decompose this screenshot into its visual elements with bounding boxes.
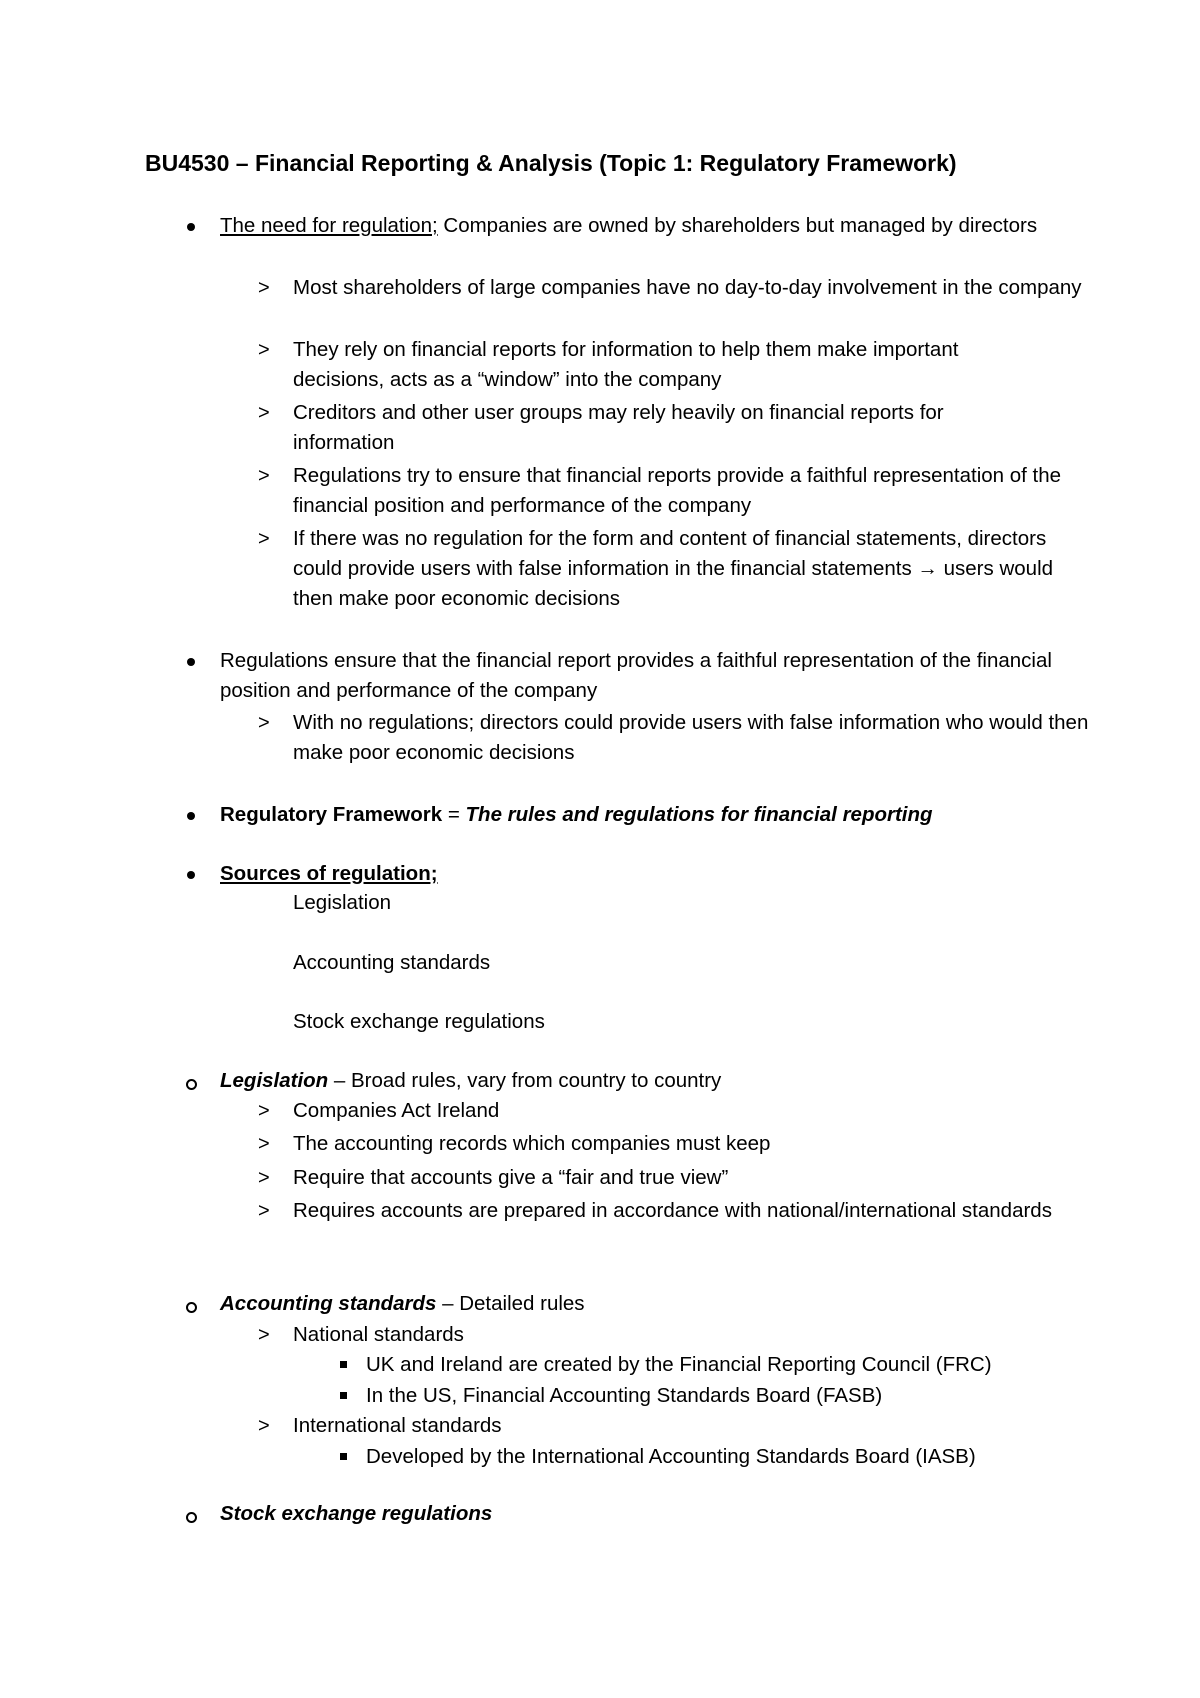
- sub-sub-bullet: Developed by the International Accounting Standards Board (IASB): [366, 1445, 976, 1468]
- source-item: Accounting standards: [293, 951, 491, 974]
- term: Legislation: [220, 1069, 329, 1092]
- circle-bullet-icon: [186, 1302, 197, 1313]
- sub-bullet: The accounting records which companies must keep: [293, 1132, 771, 1155]
- circle-bullet-icon: [186, 1512, 197, 1523]
- gt-marker-icon: >: [258, 528, 270, 550]
- gt-marker-icon: >: [258, 1415, 270, 1437]
- section-legislation: [220, 1066, 721, 1096]
- section-sources-heading: [220, 859, 438, 889]
- sub-bullet-text: If there was no regulation for the form and content of financial statements, directors could provide users with false information in the financial statements: [293, 527, 1047, 580]
- term: Stock exchange regulations: [220, 1502, 493, 1525]
- section-heading: Sources of regulation;: [220, 862, 438, 885]
- square-bullet-icon: [340, 1361, 347, 1368]
- source-item: Legislation: [293, 891, 392, 914]
- sub-bullet: [293, 524, 1083, 614]
- gt-marker-icon: >: [258, 402, 270, 424]
- bullet-dot-icon: [187, 658, 195, 666]
- gt-marker-icon: >: [258, 712, 270, 734]
- square-bullet-icon: [340, 1453, 347, 1460]
- section-accounting-standards: [220, 1289, 585, 1319]
- circle-bullet-icon: [186, 1079, 197, 1090]
- definition: The rules and regulations for financial reporting: [465, 803, 933, 826]
- desc: – Detailed rules: [436, 1292, 585, 1315]
- bullet-dot-icon: [187, 812, 195, 820]
- bullet-dot-icon: [187, 871, 195, 879]
- section-regulatory-framework: [220, 800, 933, 830]
- sub-bullet-text: users would then make poor economic decisions: [293, 557, 1054, 610]
- sub-bullet: Most shareholders of large companies have no day-to-day involvement in the company: [293, 276, 1082, 299]
- right-arrow-icon: →: [917, 557, 938, 580]
- gt-marker-icon: >: [258, 1133, 270, 1155]
- page-title: BU4530 – Financial Reporting & Analysis (Topic 1: Regulatory Framework): [145, 150, 957, 176]
- gt-marker-icon: >: [258, 339, 270, 361]
- sub-bullet: With no regulations; directors could provide users with false information who would then make poor economic decisions: [293, 711, 1089, 764]
- equals: =: [442, 803, 466, 826]
- gt-marker-icon: >: [258, 1167, 270, 1189]
- sub-bullet: They rely on financial reports for information to help them make important decisions, acts as a “window” into the company: [293, 338, 959, 391]
- sub-bullet: Creditors and other user groups may rely heavily on financial reports for information: [293, 401, 944, 454]
- gt-marker-icon: >: [258, 277, 270, 299]
- gt-marker-icon: >: [258, 1324, 270, 1346]
- bullet-dot-icon: [187, 223, 195, 231]
- section-stock-exchange: [220, 1499, 492, 1529]
- sub-bullet: National standards: [293, 1323, 464, 1346]
- sub-sub-bullet: In the US, Financial Accounting Standards Board (FASB): [366, 1384, 883, 1407]
- sub-bullet: Requires accounts are prepared in accordance with national/international standards: [293, 1199, 1052, 1222]
- section-regulations-ensure: Regulations ensure that the financial report provides a faithful representation of the financial position and performance of the company: [220, 649, 1052, 702]
- gt-marker-icon: >: [258, 1100, 270, 1122]
- square-bullet-icon: [340, 1392, 347, 1399]
- gt-marker-icon: >: [258, 465, 270, 487]
- sub-bullet: Regulations try to ensure that financial reports provide a faithful representation of the financial position and performance of the company: [293, 464, 1062, 517]
- gt-marker-icon: >: [258, 1200, 270, 1222]
- sub-sub-bullet: UK and Ireland are created by the Financial Reporting Council (FRC): [366, 1353, 992, 1376]
- sub-bullet: International standards: [293, 1414, 502, 1437]
- section-text: Companies are owned by shareholders but managed by directors: [437, 214, 1038, 237]
- term: Accounting standards: [220, 1292, 437, 1315]
- sub-bullet: Require that accounts give a “fair and true view”: [293, 1166, 729, 1189]
- desc: – Broad rules, vary from country to country: [328, 1069, 722, 1092]
- section-heading: The need for regulation;: [220, 214, 438, 237]
- section-need-for-regulation: [220, 211, 1040, 241]
- sub-bullet: Companies Act Ireland: [293, 1099, 500, 1122]
- source-item: Stock exchange regulations: [293, 1010, 545, 1033]
- term: Regulatory Framework: [220, 803, 443, 826]
